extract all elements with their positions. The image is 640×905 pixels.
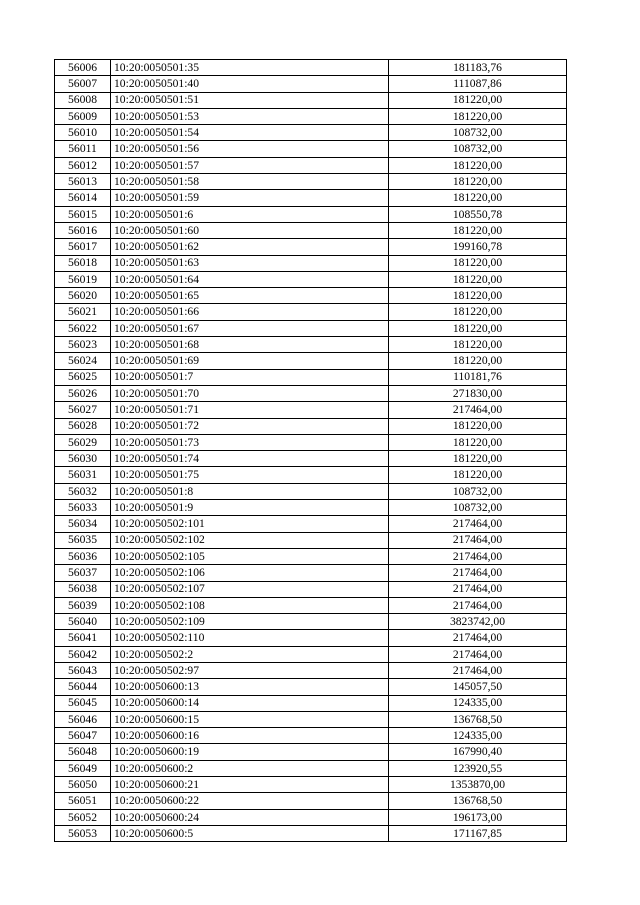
table-row [55, 662, 567, 678]
cadastral-number-cell: 10:20:0050501:74 [111, 451, 389, 467]
table-row [55, 565, 567, 581]
table-row [55, 695, 567, 711]
cadastral-value-cell: 171167,85 [389, 825, 567, 841]
cadastral-value-cell: 181220,00 [389, 222, 567, 238]
cadastral-number-cell: 10:20:0050600:19 [111, 744, 389, 760]
row-number-cell: 56012 [55, 157, 111, 173]
row-number-cell: 56015 [55, 206, 111, 222]
cadastral-value-cell: 181220,00 [389, 451, 567, 467]
row-number-cell: 56018 [55, 255, 111, 271]
cadastral-value-cell: 145057,50 [389, 679, 567, 695]
row-number-cell: 56032 [55, 483, 111, 499]
table-row [55, 402, 567, 418]
row-number-cell: 56051 [55, 793, 111, 809]
row-number-cell: 56038 [55, 581, 111, 597]
row-number-cell: 56019 [55, 271, 111, 287]
row-number-cell: 56035 [55, 532, 111, 548]
row-number-cell: 56006 [55, 60, 111, 76]
row-number-cell: 56044 [55, 679, 111, 695]
table-row [55, 630, 567, 646]
cadastral-value-cell: 217464,00 [389, 402, 567, 418]
cadastral-number-cell: 10:20:0050502:101 [111, 516, 389, 532]
cadastral-value-cell: 217464,00 [389, 597, 567, 613]
cadastral-value-cell: 217464,00 [389, 630, 567, 646]
row-number-cell: 56026 [55, 385, 111, 401]
table-row [55, 581, 567, 597]
cadastral-number-cell: 10:20:0050502:105 [111, 548, 389, 564]
cadastral-value-cell: 108732,00 [389, 483, 567, 499]
row-number-cell: 56021 [55, 304, 111, 320]
row-number-cell: 56049 [55, 760, 111, 776]
row-number-cell: 56023 [55, 337, 111, 353]
row-number-cell: 56014 [55, 190, 111, 206]
cadastral-value-cell: 111087,86 [389, 76, 567, 92]
table-row [55, 646, 567, 662]
row-number-cell: 56053 [55, 825, 111, 841]
cadastral-value-cell: 181220,00 [389, 92, 567, 108]
table-row [55, 679, 567, 695]
cadastral-value-cell: 123920,55 [389, 760, 567, 776]
row-number-cell: 56028 [55, 418, 111, 434]
row-number-cell: 56048 [55, 744, 111, 760]
table-row [55, 793, 567, 809]
table-row [55, 288, 567, 304]
row-number-cell: 56039 [55, 597, 111, 613]
row-number-cell: 56033 [55, 500, 111, 516]
table-row [55, 320, 567, 336]
table-body [55, 60, 567, 842]
cadastral-number-cell: 10:20:0050501:6 [111, 206, 389, 222]
cadastral-number-cell: 10:20:0050600:2 [111, 760, 389, 776]
table-row [55, 206, 567, 222]
cadastral-value-cell: 181220,00 [389, 174, 567, 190]
row-number-cell: 56043 [55, 662, 111, 678]
cadastral-number-cell: 10:20:0050501:58 [111, 174, 389, 190]
table-row [55, 516, 567, 532]
cadastral-value-cell: 217464,00 [389, 532, 567, 548]
cadastral-number-cell: 10:20:0050502:97 [111, 662, 389, 678]
table-row [55, 271, 567, 287]
table-row [55, 418, 567, 434]
cadastral-value-cell: 181220,00 [389, 353, 567, 369]
table-row [55, 108, 567, 124]
cadastral-value-cell: 217464,00 [389, 662, 567, 678]
table-row [55, 190, 567, 206]
cadastral-value-cell: 217464,00 [389, 516, 567, 532]
row-number-cell: 56009 [55, 108, 111, 124]
row-number-cell: 56013 [55, 174, 111, 190]
table-row [55, 483, 567, 499]
cadastral-number-cell: 10:20:0050501:40 [111, 76, 389, 92]
cadastral-number-cell: 10:20:0050501:73 [111, 434, 389, 450]
cadastral-value-cell: 217464,00 [389, 565, 567, 581]
cadastral-value-cell: 181220,00 [389, 108, 567, 124]
table-row [55, 222, 567, 238]
table-row [55, 385, 567, 401]
cadastral-value-cell: 136768,50 [389, 793, 567, 809]
cadastral-number-cell: 10:20:0050501:70 [111, 385, 389, 401]
table-row [55, 141, 567, 157]
row-number-cell: 56040 [55, 614, 111, 630]
row-number-cell: 56045 [55, 695, 111, 711]
cadastral-number-cell: 10:20:0050502:109 [111, 614, 389, 630]
table-row [55, 76, 567, 92]
table-row [55, 744, 567, 760]
cadastral-number-cell: 10:20:0050600:13 [111, 679, 389, 695]
cadastral-number-cell: 10:20:0050600:14 [111, 695, 389, 711]
cadastral-value-cell: 181183,76 [389, 60, 567, 76]
cadastral-number-cell: 10:20:0050600:5 [111, 825, 389, 841]
table-row [55, 92, 567, 108]
table-row [55, 239, 567, 255]
row-number-cell: 56052 [55, 809, 111, 825]
cadastral-value-cell: 167990,40 [389, 744, 567, 760]
row-number-cell: 56037 [55, 565, 111, 581]
table-row [55, 809, 567, 825]
row-number-cell: 56008 [55, 92, 111, 108]
cadastral-value-cell: 217464,00 [389, 548, 567, 564]
cadastral-number-cell: 10:20:0050501:67 [111, 320, 389, 336]
table-row [55, 760, 567, 776]
cadastral-number-cell: 10:20:0050501:65 [111, 288, 389, 304]
cadastral-number-cell: 10:20:0050600:24 [111, 809, 389, 825]
cadastral-number-cell: 10:20:0050501:8 [111, 483, 389, 499]
cadastral-value-cell: 108732,00 [389, 125, 567, 141]
row-number-cell: 56047 [55, 728, 111, 744]
row-number-cell: 56010 [55, 125, 111, 141]
table-row [55, 548, 567, 564]
row-number-cell: 56036 [55, 548, 111, 564]
cadastral-value-cell: 110181,76 [389, 369, 567, 385]
row-number-cell: 56025 [55, 369, 111, 385]
cadastral-value-cell: 124335,00 [389, 695, 567, 711]
row-number-cell: 56024 [55, 353, 111, 369]
cadastral-value-cell: 181220,00 [389, 434, 567, 450]
cadastral-number-cell: 10:20:0050600:22 [111, 793, 389, 809]
table-row [55, 825, 567, 841]
cadastral-number-cell: 10:20:0050600:15 [111, 711, 389, 727]
cadastral-value-cell: 1353870,00 [389, 777, 567, 793]
cadastral-number-cell: 10:20:0050501:62 [111, 239, 389, 255]
table-row [55, 353, 567, 369]
cadastral-number-cell: 10:20:0050502:110 [111, 630, 389, 646]
cadastral-number-cell: 10:20:0050501:68 [111, 337, 389, 353]
row-number-cell: 56029 [55, 434, 111, 450]
cadastral-number-cell: 10:20:0050502:106 [111, 565, 389, 581]
table-row [55, 434, 567, 450]
row-number-cell: 56046 [55, 711, 111, 727]
cadastral-number-cell: 10:20:0050501:53 [111, 108, 389, 124]
cadastral-value-cell: 181220,00 [389, 255, 567, 271]
table-row [55, 451, 567, 467]
table-row [55, 157, 567, 173]
cadastral-value-cell: 217464,00 [389, 581, 567, 597]
cadastral-value-cell: 199160,78 [389, 239, 567, 255]
cadastral-number-cell: 10:20:0050502:2 [111, 646, 389, 662]
table-row [55, 304, 567, 320]
table-row [55, 174, 567, 190]
table-row [55, 728, 567, 744]
row-number-cell: 56042 [55, 646, 111, 662]
cadastral-number-cell: 10:20:0050600:16 [111, 728, 389, 744]
cadastral-value-cell: 181220,00 [389, 418, 567, 434]
row-number-cell: 56007 [55, 76, 111, 92]
cadastral-value-cell: 181220,00 [389, 337, 567, 353]
cadastral-value-cell: 196173,00 [389, 809, 567, 825]
cadastral-number-cell: 10:20:0050501:71 [111, 402, 389, 418]
row-number-cell: 56017 [55, 239, 111, 255]
cadastral-number-cell: 10:20:0050501:54 [111, 125, 389, 141]
row-number-cell: 56016 [55, 222, 111, 238]
table-row [55, 500, 567, 516]
table-row [55, 532, 567, 548]
table-row [55, 60, 567, 76]
cadastral-number-cell: 10:20:0050501:57 [111, 157, 389, 173]
row-number-cell: 56020 [55, 288, 111, 304]
cadastral-number-cell: 10:20:0050501:72 [111, 418, 389, 434]
cadastral-number-cell: 10:20:0050501:75 [111, 467, 389, 483]
cadastral-number-cell: 10:20:0050501:35 [111, 60, 389, 76]
cadastral-value-cell: 108550,78 [389, 206, 567, 222]
cadastral-value-cell: 181220,00 [389, 304, 567, 320]
row-number-cell: 56031 [55, 467, 111, 483]
table-row [55, 711, 567, 727]
row-number-cell: 56034 [55, 516, 111, 532]
row-number-cell: 56041 [55, 630, 111, 646]
cadastral-value-cell: 181220,00 [389, 288, 567, 304]
cadastral-value-cell: 181220,00 [389, 157, 567, 173]
row-number-cell: 56030 [55, 451, 111, 467]
cadastral-value-cell: 181220,00 [389, 190, 567, 206]
cadastral-value-cell: 181220,00 [389, 271, 567, 287]
row-number-cell: 56027 [55, 402, 111, 418]
cadastral-value-cell: 108732,00 [389, 141, 567, 157]
table-row [55, 597, 567, 613]
table-row [55, 337, 567, 353]
row-number-cell: 56050 [55, 777, 111, 793]
cadastral-value-cell: 108732,00 [389, 500, 567, 516]
table-row [55, 614, 567, 630]
cadastral-number-cell: 10:20:0050502:107 [111, 581, 389, 597]
cadastral-number-cell: 10:20:0050501:64 [111, 271, 389, 287]
cadastral-number-cell: 10:20:0050501:56 [111, 141, 389, 157]
table-row [55, 255, 567, 271]
cadastral-number-cell: 10:20:0050502:102 [111, 532, 389, 548]
cadastral-value-cell: 271830,00 [389, 385, 567, 401]
cadastral-value-cell: 181220,00 [389, 320, 567, 336]
cadastral-value-cell: 181220,00 [389, 467, 567, 483]
cadastral-value-cell: 3823742,00 [389, 614, 567, 630]
cadastral-number-cell: 10:20:0050502:108 [111, 597, 389, 613]
table-row [55, 467, 567, 483]
cadastral-number-cell: 10:20:0050501:51 [111, 92, 389, 108]
cadastral-number-cell: 10:20:0050501:63 [111, 255, 389, 271]
cadastral-value-cell: 217464,00 [389, 646, 567, 662]
cadastral-number-cell: 10:20:0050501:60 [111, 222, 389, 238]
cadastral-number-cell: 10:20:0050600:21 [111, 777, 389, 793]
cadastral-number-cell: 10:20:0050501:9 [111, 500, 389, 516]
cadastral-number-cell: 10:20:0050501:66 [111, 304, 389, 320]
table-row [55, 369, 567, 385]
cadastral-number-cell: 10:20:0050501:59 [111, 190, 389, 206]
table-row [55, 125, 567, 141]
cadastral-number-cell: 10:20:0050501:7 [111, 369, 389, 385]
row-number-cell: 56011 [55, 141, 111, 157]
cadastral-value-table [54, 59, 567, 842]
cadastral-number-cell: 10:20:0050501:69 [111, 353, 389, 369]
cadastral-value-cell: 124335,00 [389, 728, 567, 744]
cadastral-value-cell: 136768,50 [389, 711, 567, 727]
table-row [55, 777, 567, 793]
row-number-cell: 56022 [55, 320, 111, 336]
